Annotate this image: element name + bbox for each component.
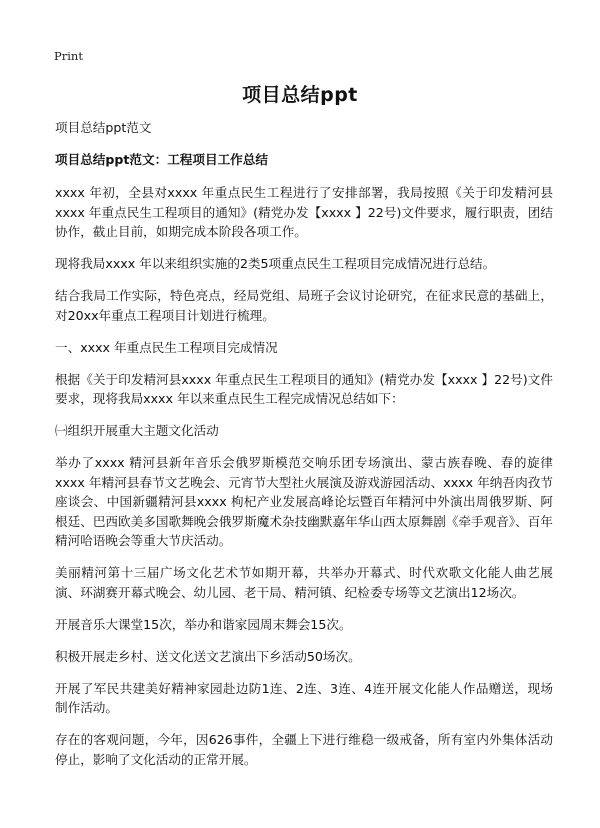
print-link[interactable]: Print [54, 49, 83, 63]
paragraph: 一、xxxx 年重点民生工程项目完成情况 [55, 339, 278, 355]
paragraph: xxxx 年初，全县对xxxx 年重点民生工程进行了安排部署，我局按照《关于印发精河县xxxx 年重点民生工程项目的通知》(精党办发【xxxx 】22号)文件要求，履行职责，团结协作，截止目前，如期完成本阶段各项工作。 [55, 185, 553, 239]
paragraph: ㈠组织开展重大主题文化活动 [55, 423, 219, 438]
paragraph: 开展音乐大课堂15次，举办和谐家园周末舞会15次。 [55, 616, 352, 632]
document-body [55, 118, 553, 782]
paragraph: 开展了军民共建美好精神家园赴边防1连、2连、3连、4连开展文化能人作品赠送，现场制作活动。 [55, 680, 553, 715]
paragraph: 存在的客观问题，今年，因626事件，全疆上下进行维稳一级戒备，所有室内外集体活动停止，影响了文化活动的正常开展。 [55, 732, 553, 767]
paragraph: 现将我局xxxx 年以来组织实施的2类5项重点民生工程项目完成情况进行总结。 [55, 256, 496, 271]
paragraph: 举办了xxxx 精河县新年音乐会俄罗斯模范交响乐团专场演出、蒙古族春晚、春的旋律xxxx 年精河县春节文艺晚会、元宵节大型社火展演及游戏游园活动、xxxx 年纳吾肉孜节座谈会、中国新疆精河县xxxx 枸杞产业发展高峰论坛暨百年精河中外演出周俄罗斯、阿根廷、巴西欧美多国歌舞晚会俄罗斯魔术杂技幽默嘉年华山西太原舞剧《牵手观音》、百年精河哈语晚会等重大节庆活动。 [55, 455, 553, 548]
paragraph: 根据《关于印发精河县xxxx 年重点民生工程项目的通知》(精党办发【xxxx 】22号)文件要求，现将我局xxxx 年以来重点民生工程完成情况总结如下： [55, 371, 553, 406]
paragraph: 结合我局工作实际，特色亮点，经局党组、局班子会议讨论研究，在征求民意的基础上，对20xx年重点工程项目计划进行梳理。 [55, 288, 553, 323]
paragraph: 积极开展走乡村、送文化送文艺演出下乡活动50场次。 [55, 648, 361, 664]
paragraph: 美丽精河第十三届广场文化艺术节如期开幕，共举办开幕式、时代欢歌文化能人曲艺展演、环湖赛开幕式晚会、幼儿园、老干局、精河镇、纪检委专场等文艺演出12场次。 [55, 565, 553, 600]
page-title: 项目总结ppt [242, 84, 358, 106]
section-heading: 项目总结ppt范文：工程项目工作总结 [55, 151, 268, 167]
document-subtitle: 项目总结ppt范文 [55, 120, 152, 135]
